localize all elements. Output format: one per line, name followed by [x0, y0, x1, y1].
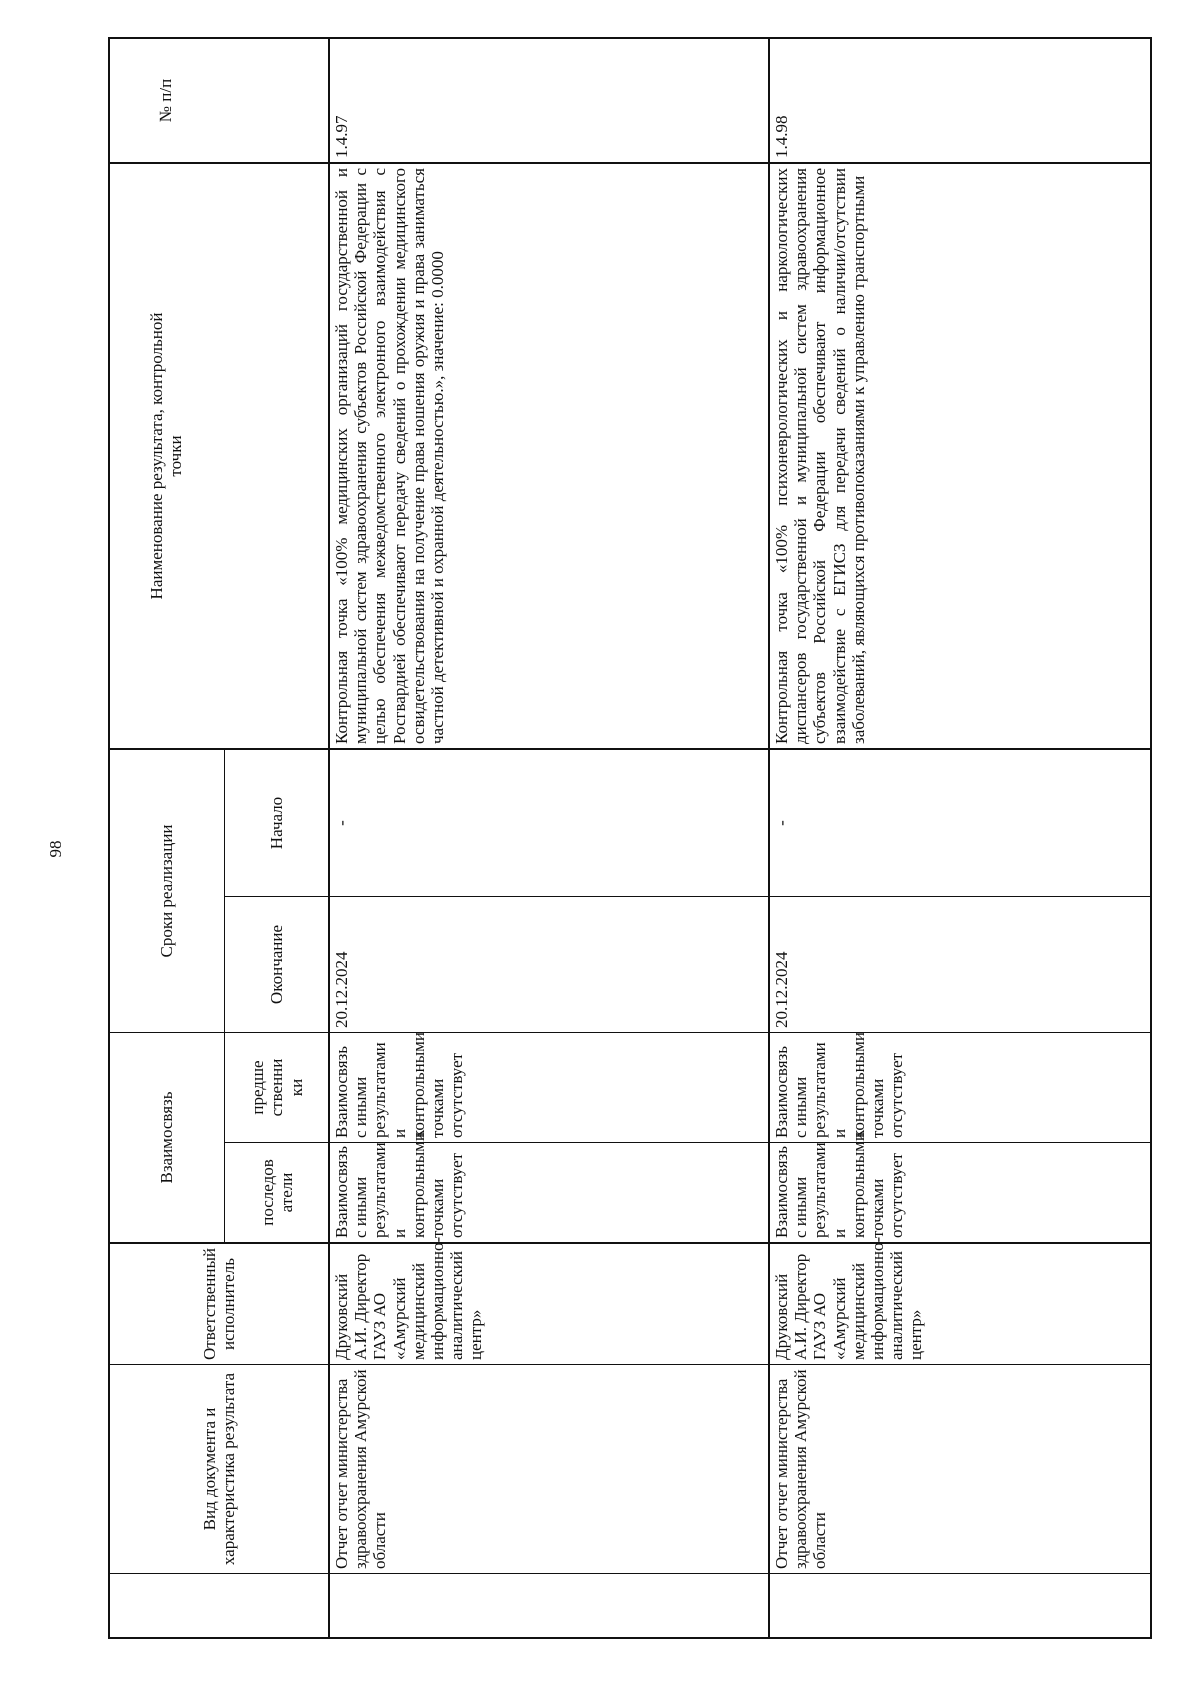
row2-resp-text: Друковский А.И. Директор ГАУЗ АО «Амурский медицинский информационно-аналитический центр»	[772, 1236, 926, 1360]
row1-resp-text: Друковский А.И. Директор ГАУЗ АО «Амурский медицинский информационно-аналитический центр»	[332, 1236, 486, 1360]
row1-num-text: 1.4.97	[332, 115, 351, 158]
page-number: 98	[46, 840, 65, 858]
header-resp-text: Ответственный исполнитель	[199, 1248, 238, 1360]
row2-name-text: Контрольная точка «100% психоневрологических и наркологических диспансеров государственной и муниципальной систем здравоохранения субъектов Российской Федерации обеспечивают информационное взаимодействие с ЕГИСЗ для передачи сведений о наличии/отсутствии заболеваний, являющихся противопоказаниями к управлению транспортными	[772, 168, 868, 744]
header-pred-text: предшественники	[248, 1058, 306, 1117]
header-succ-text: последователи	[257, 1159, 296, 1226]
header-start-text: Начало	[267, 796, 287, 850]
row2-doc-text: Отчет отчет министерства здравоохранения Амурской области	[772, 1369, 830, 1569]
row1-succ-text: Взаимосвязь с иными результатами и контрольными точками отсутствует	[332, 1131, 467, 1238]
header-end-text: Окончание	[267, 924, 287, 1005]
row2-start-text: -	[772, 820, 791, 826]
row2-num-text: 1.4.98	[772, 115, 791, 158]
row1-doc-text: Отчет отчет министерства здравоохранения Амурской области	[332, 1369, 390, 1569]
header-terms-text: Сроки реализации	[157, 824, 177, 958]
row2-end-text: 20.12.2024	[772, 951, 791, 1028]
row1-pred-text: Взаимосвязь с иными результатами и контрольными точками отсутствует	[332, 1031, 467, 1138]
header-relation-text: Взаимосвязь	[157, 1091, 177, 1184]
header-doc-text: Вид документа и характеристика результата	[199, 1372, 238, 1566]
row1-end-text: 20.12.2024	[332, 951, 351, 1028]
row2-pred-text: Взаимосвязь с иными результатами и контрольными точками отсутствует	[772, 1031, 907, 1138]
row2-succ-text: Взаимосвязь с иными результатами и контрольными точками отсутствует	[772, 1131, 907, 1238]
header-num-text: № п/п	[156, 78, 176, 123]
row1-start-text: -	[332, 820, 351, 826]
row1-name-text: Контрольная точка «100% медицинских организаций государственной и муниципальной систем здравоохранения субъектов Российской Федерации с целью обеспечения межведомственного электронного взаимодействия с Росгвардией обеспечивают передачу сведений о прохождении медицинского освидетельствования на получение права ношения оружия и права заниматься частной детективной и охранной деятельностью.», значение: 0.0000	[332, 168, 448, 744]
header-name-text: Наименование результата, контрольной точки	[146, 312, 185, 600]
